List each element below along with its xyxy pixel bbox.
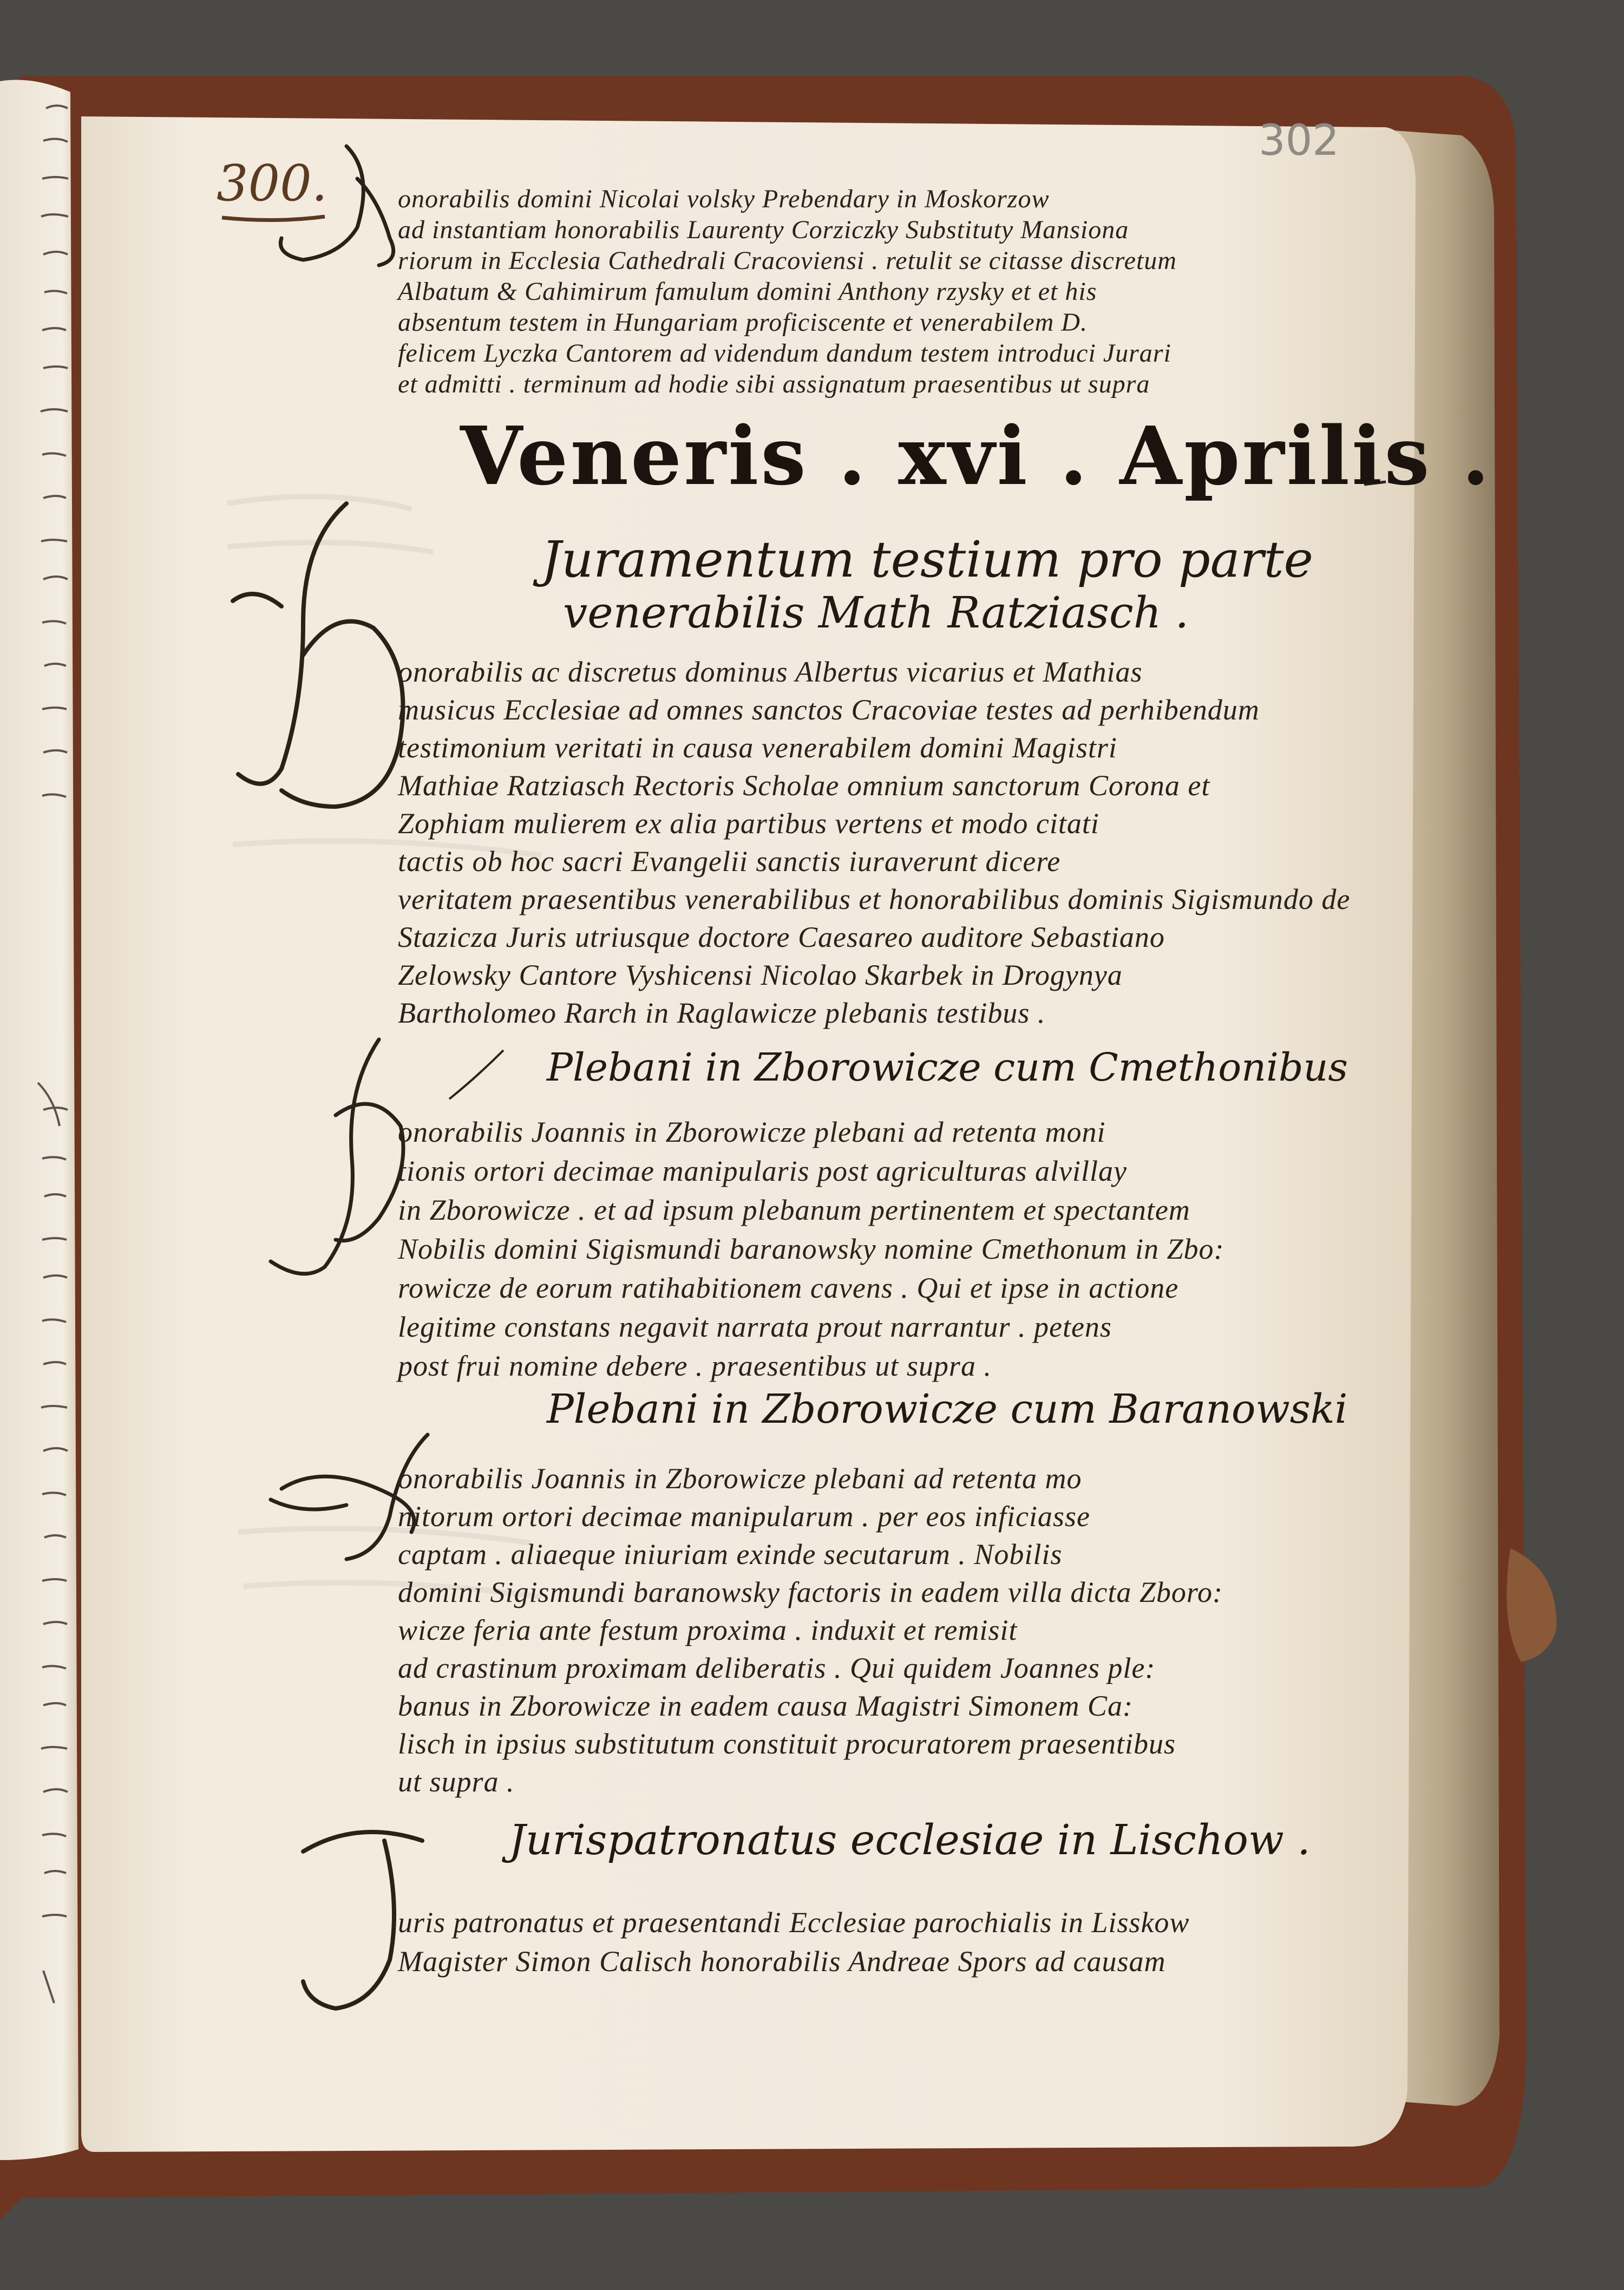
entry-text-line: veritatem praesentibus venerabilibus et honorabilibus dominis Sigismundo de (398, 883, 1351, 915)
entry-text-line: felicem Lyczka Cantorem ad videndum dandum testem introduci Jurari (398, 339, 1171, 368)
entry-text-line: onorabilis ac discretus dominus Albertus vicarius et Mathias (398, 656, 1143, 688)
entry-text-line: Mathiae Ratziasch Rectoris Scholae omnium sanctorum Corona et (398, 769, 1210, 802)
entry-text-line: musicus Ecclesiae ad omnes sanctos Cracoviae testes ad perhibendum (398, 693, 1260, 726)
cover-tear (1507, 1548, 1556, 1662)
entry-text-line: tionis ortori decimae manipularis post agriculturas alvillay (398, 1155, 1127, 1187)
entry-text-line: riorum in Ecclesia Cathedrali Cracoviensi . retulit se citasse discretum (398, 246, 1177, 275)
left-page-strip (0, 80, 78, 2161)
entry-text-line: domini Sigismundi baranowsky factoris in eadem villa dicta Zboro: (398, 1576, 1223, 1608)
date-heading: Veneris . xvi . Aprilis . (460, 409, 1492, 503)
entry-text-line: captam . aliaeque iniuriam exinde secutarum . Nobilis (398, 1538, 1063, 1571)
entry-text-line: rowicze de eorum ratihabitionem cavens . Qui et ipse in actione (398, 1272, 1179, 1304)
entry-title: Plebani in Zborowicze cum Cmethonibus (547, 1045, 1348, 1090)
entry-text-line: legitime constans negavit narrata prout narrantur . petens (398, 1311, 1112, 1343)
entry-text-line: Magister Simon Calisch honorabilis Andreae Spors ad causam (398, 1945, 1166, 1978)
entry-title: Plebani in Zborowicze cum Baranowski (547, 1386, 1348, 1432)
entry-text-line: absentum testem in Hungariam proficiscente et venerabilem D. (398, 308, 1088, 337)
entry-text-line: onorabilis domini Nicolai volsky Prebendary in Moskorzow (398, 185, 1050, 213)
entry-text-line: Albatum & Cahimirum famulum domini Anthony rzysky et et his (398, 277, 1097, 306)
entry-text-line: Bartholomeo Rarch in Raglawicze plebanis testibus . (398, 997, 1046, 1029)
entry-text-line: Nobilis domini Sigismundi baranowsky nomine Cmethonum in Zbo: (398, 1233, 1224, 1265)
entry-title-line2: venerabilis Math Ratziasch . (563, 587, 1189, 638)
entry-text-line: wicze feria ante festum proxima . induxit et remisit (398, 1614, 1018, 1646)
entry-text-line: Zelowsky Cantore Vyshicensi Nicolao Skarbek in Drogynya (398, 959, 1123, 991)
entry-text-line: ad instantiam honorabilis Laurenty Corziczky Substituty Mansiona (398, 215, 1129, 244)
entry-text-line: in Zborowicze . et ad ipsum plebanum pertinentem et spectantem (398, 1194, 1190, 1226)
entry-text-line: uris patronatus et praesentandi Ecclesiae parochialis in Lisskow (398, 1906, 1190, 1939)
entry-text-line: testimonium veritati in causa venerabilem domini Magistri (398, 731, 1117, 764)
entry-text-line: Zophiam mulierem ex alia partibus vertens et modo citati (398, 807, 1099, 840)
entry-text-line: ad crastinum proximam deliberatis . Qui quidem Joannes ple: (398, 1652, 1156, 1684)
entry-title: Juramentum testium pro parte (541, 531, 1313, 588)
entry-text-line: onorabilis Joannis in Zborowicze plebani ad retenta moni (398, 1116, 1106, 1148)
folio-number-old: 300. (217, 154, 328, 212)
entry-text-line: et admitti . terminum ad hodie sibi assignatum praesentibus ut supra (398, 370, 1150, 398)
entry-text-line: tactis ob hoc sacri Evangelii sanctis iuraverunt dicere (398, 845, 1061, 878)
folio-number-new: 302 (1259, 116, 1339, 165)
entry-text-line: onorabilis Joannis in Zborowicze plebani ad retenta mo (398, 1462, 1082, 1495)
entry-text-line: Stazicza Juris utriusque doctore Caesareo auditore Sebastiano (398, 921, 1165, 953)
entry-text-line: ut supra . (398, 1765, 515, 1798)
entry-title: Jurispatronatus ecclesiae in Lischow . (509, 1816, 1311, 1864)
entry-text-line: nitorum ortori decimae manipularum . per eos inficiasse (398, 1500, 1090, 1533)
entry-text-line: banus in Zborowicze in eadem causa Magistri Simonem Ca: (398, 1690, 1133, 1722)
entry-text-line: post frui nomine debere . praesentibus ut supra . (398, 1350, 992, 1382)
entry-text-line: lisch in ipsius substitutum constituit procuratorem praesentibus (398, 1728, 1176, 1760)
